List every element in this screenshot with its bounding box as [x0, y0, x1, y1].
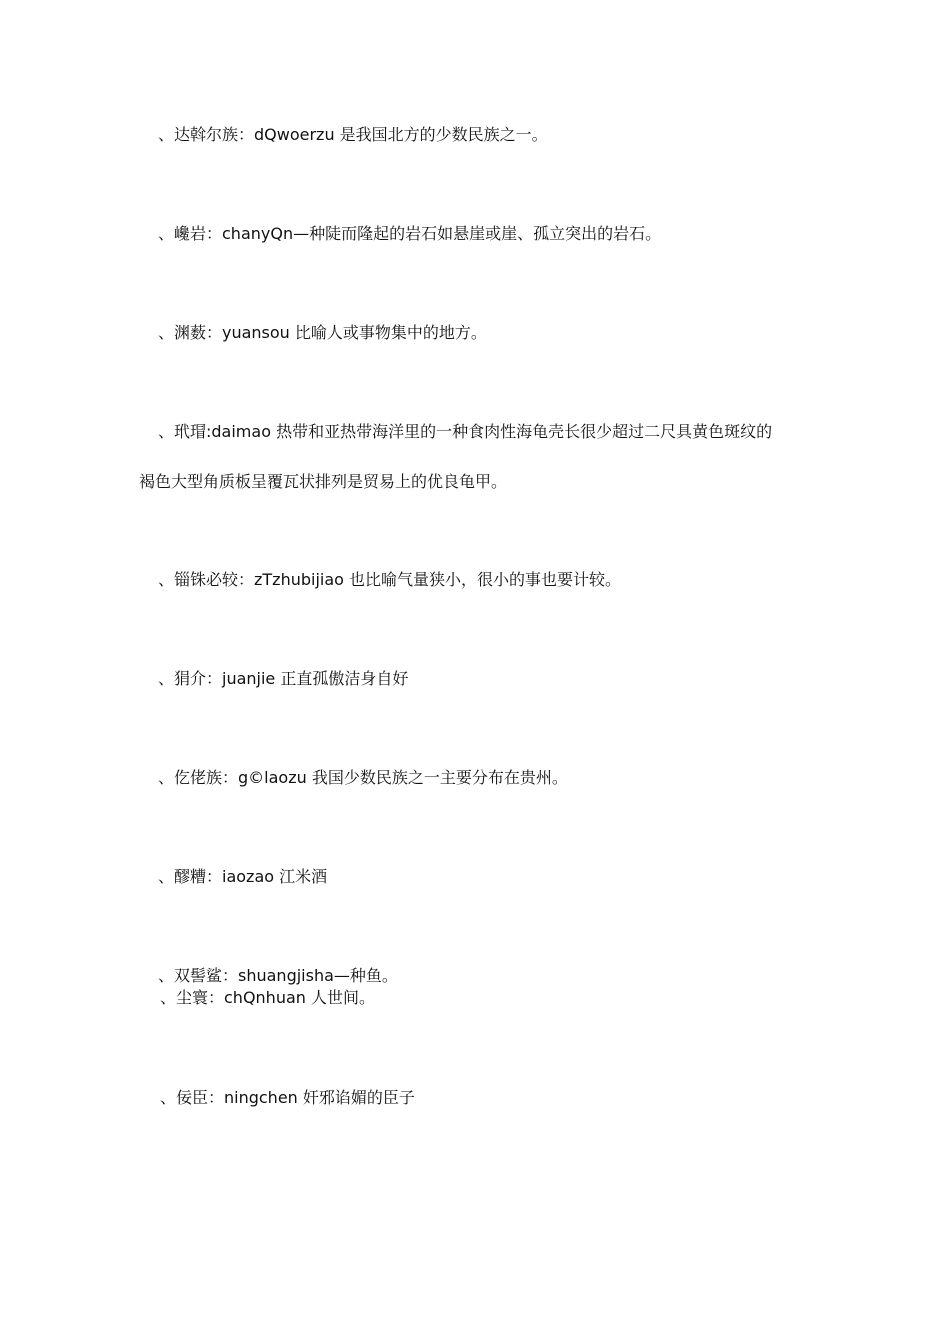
- entry-shuangjisha: 、双髻鲨：shuangjisha—种鱼。: [158, 966, 398, 985]
- entry-zizhubijiao: 、锱铢必较：zTzhubijiao 也比喻气量狭小，很小的事也要计较。: [158, 570, 622, 589]
- entry-daimao: 、玳瑁:daimao 热带和亚热带海洋里的一种食肉性海龟壳长很少超过二尺具黄色斑纹的: [158, 422, 773, 441]
- entry-juanjie: 、狷介：juanjie 正直孤傲洁身自好: [158, 669, 409, 688]
- entry-daur: 、达斡尔族：dQwoerzu 是我国北方的少数民族之一。: [158, 125, 548, 144]
- entry-yuansou: 、渊薮：yuansou 比喻人或事物集中的地方。: [158, 323, 487, 342]
- entry-daimao-continued: 褐色大型角质板呈覆瓦状排列是贸易上的优良龟甲。: [139, 472, 508, 491]
- entry-chanyan: 、巉岩：chanyQn—种陡而隆起的岩石如悬崖或崖、孤立突出的岩石。: [158, 224, 662, 243]
- entry-chenhuan: 、尘寰：chQnhuan 人世间。: [160, 988, 375, 1007]
- entry-laozao: 、醪糟：iaozao 江米酒: [158, 867, 328, 886]
- entry-gelaozu: 、仡佬族：g©laozu 我国少数民族之一主要分布在贵州。: [158, 768, 568, 787]
- entry-ningchen: 、佞臣：ningchen 奸邪谄媚的臣子: [160, 1088, 415, 1107]
